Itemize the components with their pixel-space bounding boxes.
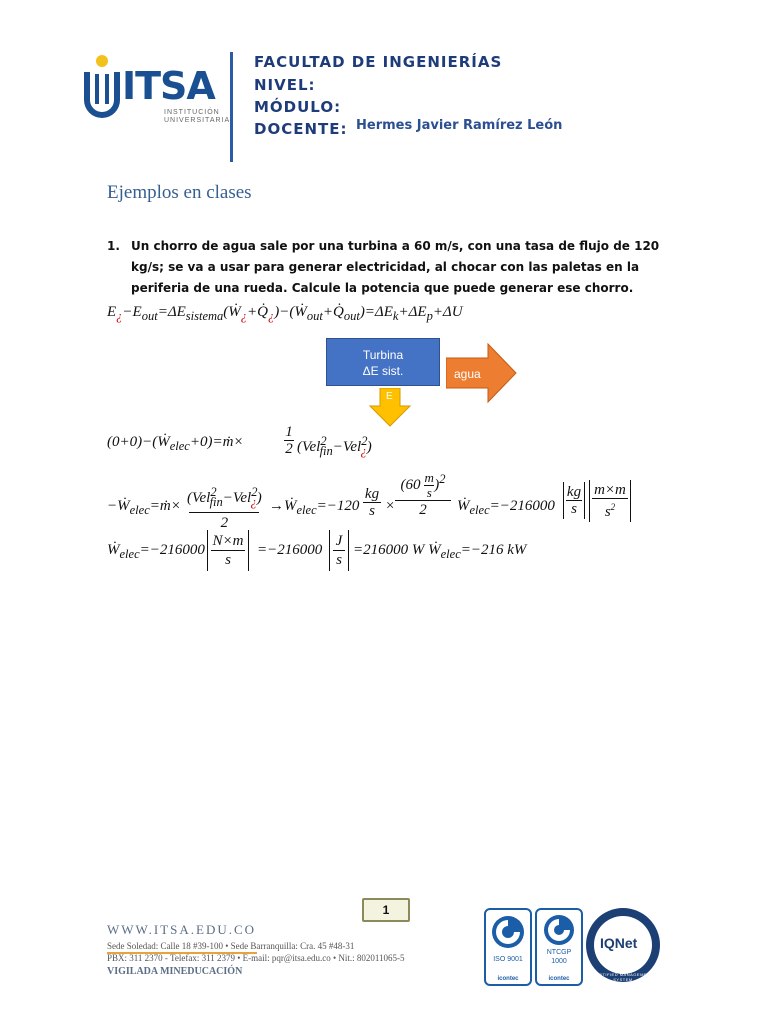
water-arrow-label: agua	[454, 367, 481, 381]
icontec-label: icontec	[548, 976, 570, 982]
problem-number: 1.	[107, 239, 120, 253]
energy-arrow-label: E	[386, 391, 393, 402]
iqnet-badge	[586, 908, 660, 982]
icontec-label: icontec	[497, 976, 519, 982]
faculty-title: FACULTAD DE INGENIERÍAS	[254, 53, 503, 71]
turbine-box	[326, 338, 440, 386]
iso-9001-badge	[484, 908, 532, 986]
problem-statement	[107, 236, 667, 299]
teacher-name: Hermes Javier Ramírez León	[356, 118, 563, 133]
problem-text: Un chorro de agua sale por una turbina a 60 m/s, con una tasa de flujo de 120 kg/s; se va a usar para generar electricidad, al chocar con las paletas en la periferia de una rueda. Calcule la potencia que puede generar ese chorro.	[131, 239, 660, 295]
itsa-emblem-icon	[80, 54, 124, 130]
level-label: NIVEL:	[254, 76, 316, 94]
iso-label: ISO 9001	[493, 956, 523, 963]
module-label: MÓDULO:	[254, 98, 342, 116]
footer-vigilada: VIGILADA MINEDUCACIÓN	[107, 966, 243, 977]
ntcgp-1000-badge	[535, 908, 583, 986]
iqnet-ring-text: CERTIFIED MANAGEMENT SYSTEM	[592, 972, 654, 982]
itsa-logo	[80, 52, 231, 132]
delta-e-label: ΔE sist.	[362, 364, 404, 378]
footer-address: Sede Soledad: Calle 18 #39-100 • Sede Barranquilla: Cra. 45 #48-31	[107, 941, 355, 951]
logo-subtitle-2: UNIVERSITARIA	[164, 117, 231, 124]
footer-contact: PBX: 311 2370 - Telefax: 311 2379 • E-mail: pqr@itsa.edu.co • Nit.: 802011065-5	[107, 953, 405, 963]
logo-wordmark: ITSA	[122, 64, 215, 108]
iqnet-label: IQNet	[600, 935, 638, 951]
header-divider	[230, 52, 233, 162]
ntcgp-label: NTCGP	[546, 949, 572, 956]
teacher-label: DOCENTE:	[254, 120, 348, 138]
icontec-emblem-icon	[537, 910, 581, 948]
logo-subtitle-1: INSTITUCIÓN	[164, 109, 220, 116]
section-title: Ejemplos en clases	[107, 182, 252, 203]
icontec-emblem-icon	[486, 910, 530, 952]
page-number: 1	[362, 898, 410, 922]
equation-calculation: −Ẇ$_{elec}$=ṁ× (Vel$^2_{fin}$−Vel$^2_¿$) 2 →Ẇ$_{elec}$=−120 kg s × (60 m s )$^2$ 2 Ẇ$_{elec}$=−216000 kg s m×m $s^2$	[107, 470, 647, 530]
ntcgp-number: 1000	[551, 958, 567, 965]
turbine-label: Turbina	[362, 348, 404, 362]
footer-url[interactable]: WWW.ITSA.EDU.CO	[107, 922, 257, 937]
equation-energy-balance: $E_¿-E_{out}=\Delta E_{sistema}(Ẇ_¿+Q̇_¿)-(Ẇ_{out}+Q̇_{out})=\Delta E_k+\Delta E_p+\Delta U$	[107, 304, 463, 323]
equation-result: Ẇ$_{elec}$=−216000 N×m s =−216000 J s =216000 W Ẇ$_{elec}$=−216 kW	[107, 530, 647, 574]
